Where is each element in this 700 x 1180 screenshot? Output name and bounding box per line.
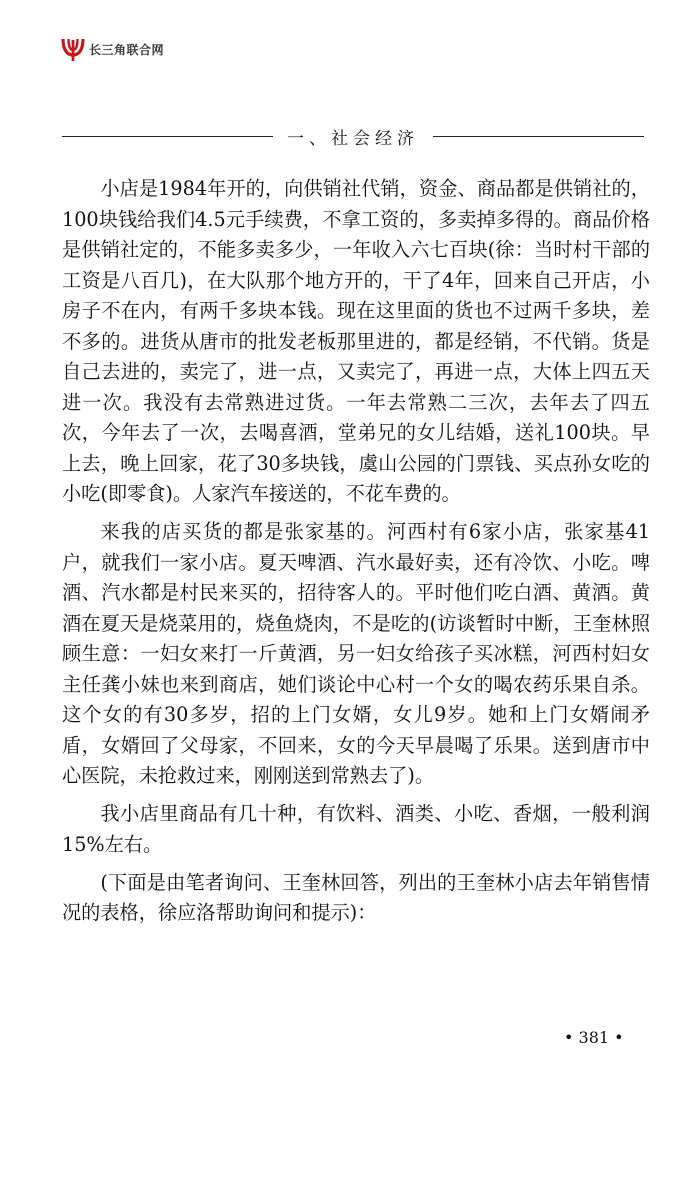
section-header: [62, 124, 644, 148]
paragraph-2: 来我的店买货的都是张家基的。河西村有6家小店，张家基41户，就我们一家小店。夏天啤酒、汽水最好卖，还有冷饮、小吃。啤酒、汽水都是村民来买的，招待客人的。平时他们吃白酒、黄酒。黄酒在夏天是烧菜用的，烧鱼烧肉，不是吃的(访谈暂时中断，王奎林照顾生意：一妇女来打一斤黄酒，另一妇女给孩子买冰糕，河西村妇女主任龚小妹也来到商店，她们谈论中心村一个女的喝农药乐果自杀。这个女的有30多岁，招的上门女婿，女儿9岁。她和上门女婿闹矛盾，女婿回了父母家，不回来，女的今天早晨喝了乐果。送到唐市中心医院，未抢救过来，刚刚送到常熟去了)。: [62, 520, 650, 787]
paragraph-1: 小店是1984年开的，向供销社代销，资金、商品都是供销社的，100块钱给我们4.5元手续费，不拿工资的，多卖掉多得的。商品价格是供销社定的，不能多卖多少，一年收入六七百块(徐：当时村干部的工资是八百几)，在大队那个地方开的，干了4年，回来自己开店，小房子不在内，有两千多块本钱。现在这里面的货也不过两千多块，差不多的。进货从唐市的批发老板那里进的，都是经销，不代销。货是自己去进的，卖完了，进一点，又卖完了，再进一点，大体上四五天进一次。我没有去常熟进过货。一年去常熟二三次，去年去了四五次，今年去了一次，去喝喜酒，堂弟兄的女儿结婚，送礼100块。早上去，晚上回家，花了30多块钱，虞山公园的门票钱、买点孙女吃的小吃(即零食)。人家汽车接送的，不花车费的。: [62, 177, 650, 505]
page-number: • 381 •: [564, 1028, 624, 1047]
header-rule-left: [62, 136, 273, 137]
paragraph-4: (下面是由笔者询问、王奎林回答，列出的王奎林小店去年销售情况的表格，徐应洛帮助询问和提示)：: [62, 870, 650, 924]
section-title: 一、社会经济: [287, 128, 419, 149]
site-logo: [60, 36, 164, 62]
logo-icon: [60, 36, 86, 62]
header-rule-right: [433, 136, 644, 137]
body-text: [62, 174, 650, 929]
paragraph-3: 我小店里商品有几十种，有饮料、酒类、小吃、香烟，一般利润15%左右。: [62, 802, 650, 856]
logo-text: 长三角联合网: [89, 42, 165, 57]
